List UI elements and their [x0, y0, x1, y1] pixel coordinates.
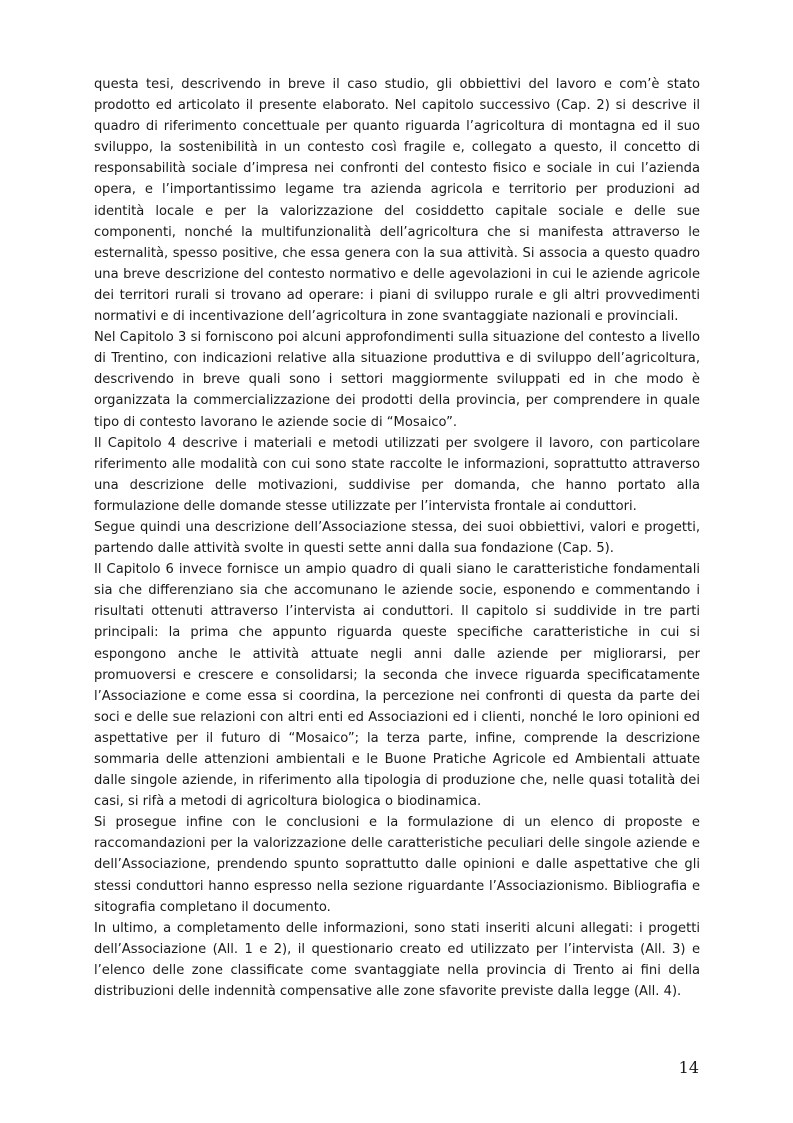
page-number: 14 [678, 1058, 699, 1077]
paragraph-5: Il Capitolo 6 invece fornisce un ampio quadro di quali siano le caratteristiche fondamentali sia che differenziano sia che accomunano le aziende socie, esponendo e commentando i risultati ottenuti attraverso l’intervista ai conduttori. Il capitolo si suddivide in tre parti principali: la prima che appunto riguarda queste specifiche caratteristiche in cui si espongono anche le attività attuate negli anni dalle aziende per migliorarsi, per promuoversi e crescere e consolidarsi; la seconda che invece riguarda specificatamente l’Associazione e come essa si coordina, la percezione nei confronti di questa da parte dei soci e delle sue relazioni con altri enti ed Associazioni ed i clienti, nonché le loro opinioni ed aspettative per il futuro di “Mosaico”; la terza parte, infine, comprende la descrizione sommaria delle attenzioni ambientali e le Buone Pratiche Agricole ed Ambientali attuate dalle singole aziende, in riferimento alla tipologia di produzione che, nelle quasi totalità dei casi, si rifà a metodi di agricoltura biologica o biodinamica. [94, 562, 700, 810]
paragraph-3: Il Capitolo 4 descrive i materiali e metodi utilizzati per svolgere il lavoro, con particolare riferimento alle modalità con cui sono state raccolte le informazioni, soprattutto attraverso una descrizione delle motivazioni, suddivise per domanda, che hanno portato alla formulazione delle domande stesse utilizzate per l’intervista frontale ai conduttori. [94, 435, 700, 514]
paragraph-1: questa tesi, descrivendo in breve il caso studio, gli obbiettivi del lavoro e com’è stato prodotto ed articolato il presente elaborato. Nel capitolo successivo (Cap. 2) si descrive il quadro di riferimento concettuale per quanto riguarda l’agricoltura di montagna ed il suo sviluppo, la sostenibilità in un contesto così fragile e, collegato a questo, il concetto di responsabilità sociale d’impresa nei confronti del contesto fisico e sociale in cui l’azienda opera, e l’importantissimo legame tra azienda agricola e territorio per produzioni ad identità locale e per la valorizzazione del cosiddetto capitale sociale e delle sue componenti, nonché la multifunzionalità dell’agricoltura che si manifesta attraverso le esternalità, spesso positive, che essa genera con la sua attività. Si associa a questo quadro una breve descrizione del contesto normativo e delle agevolazioni in cui le aziende agricole dei territori rurali si trovano ad operare: i piani di sviluppo rurale e gli altri provvedimenti normativi e di incentivazione dell’agricoltura in zone svantaggiate nazionali e provinciali. [94, 77, 700, 325]
paragraph-2: Nel Capitolo 3 si forniscono poi alcuni approfondimenti sulla situazione del contesto a livello di Trentino, con indicazioni relative alla situazione produttiva e di sviluppo dell’agricoltura, descrivendo in breve quali sono i settori maggiormente sviluppati ed in che modo è organizzata la commercializzazione dei prodotti della provincia, per comprendere in quale tipo di contesto lavorano le aziende socie di “Mosaico”. [94, 330, 700, 430]
body-text [94, 74, 700, 1002]
paragraph-6: Si prosegue infine con le conclusioni e la formulazione di un elenco di proposte e raccomandazioni per la valorizzazione delle caratteristiche peculiari delle singole aziende e dell’Associazione, prendendo spunto soprattutto dalle opinioni e dalle aspettative che gli stessi conduttori hanno espresso nella sezione riguardante l’Associazionismo. Bibliografia e sitografia completano il documento. [94, 815, 700, 915]
paragraph-4: Segue quindi una descrizione dell’Associazione stessa, dei suoi obbiettivi, valori e progetti, partendo dalle attività svolte in questi sette anni dalla sua fondazione (Cap. 5). [94, 519, 700, 557]
paragraph-7: In ultimo, a completamento delle informazioni, sono stati inseriti alcuni allegati: i progetti dell’Associazione (All. 1 e 2), il questionario creato ed utilizzato per l’intervista (All. 3) e l’elenco delle zone classificate come svantaggiate nella provincia di Trento ai fini della distribuzioni delle indennità compensative alle zone sfavorite previste dalla legge (All. 4). [94, 920, 700, 1000]
